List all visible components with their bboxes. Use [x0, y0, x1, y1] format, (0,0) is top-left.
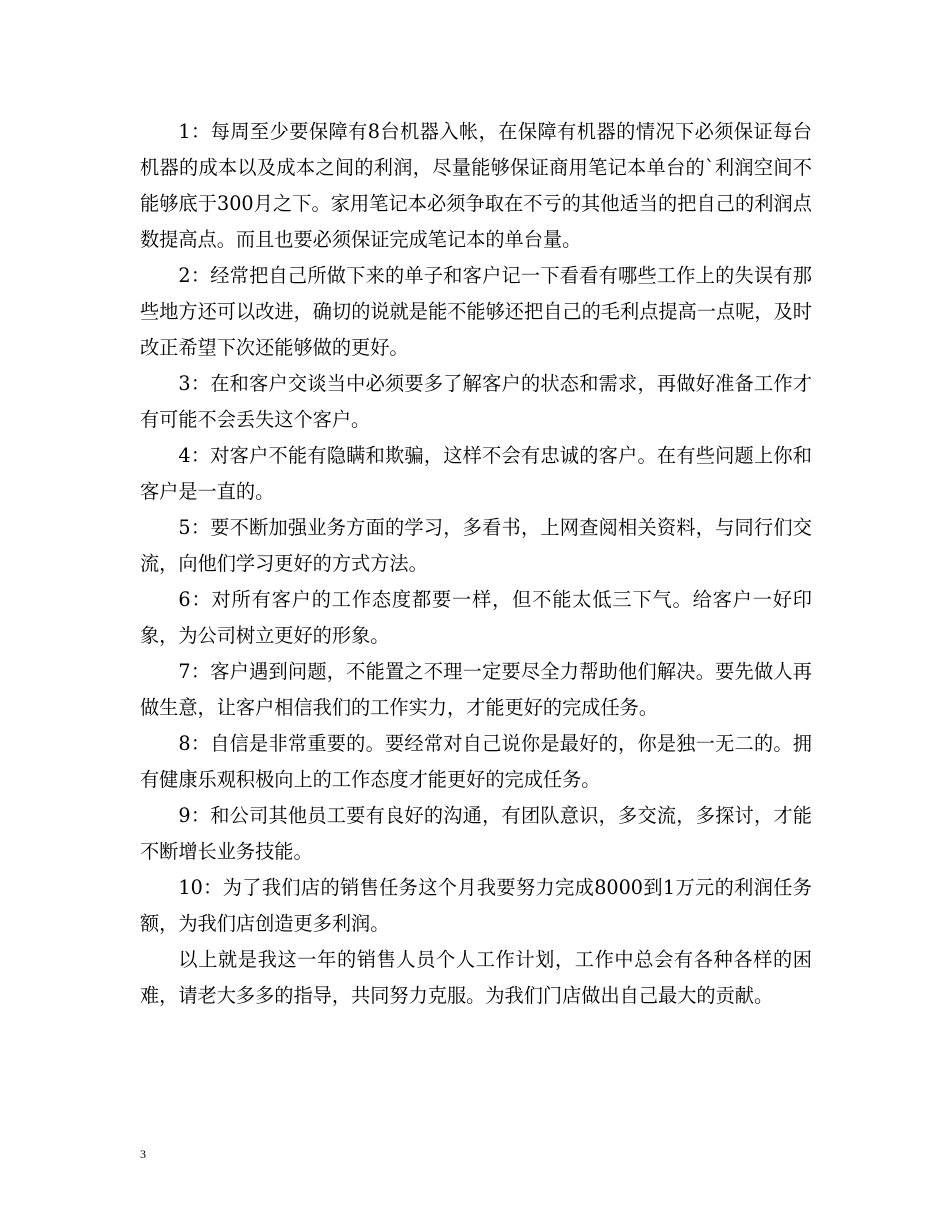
paragraph-10: 10：为了我们店的销售任务这个月我要努力完成8000到1万元的利润任务额，为我们店创造更多利润。	[140, 876, 812, 935]
paragraph-5: 5：要不断加强业务方面的学习，多看书，上网查阅相关资料，与同行们交流，向他们学习更好的方式方法。	[140, 516, 812, 575]
paragraph-3: 3：在和客户交谈当中必须要多了解客户的状态和需求，再做好准备工作才有可能不会丢失这个客户。	[140, 372, 812, 431]
paragraph-9: 9：和公司其他员工要有良好的沟通，有团队意识，多交流，多探讨，才能不断增长业务技能。	[140, 804, 812, 863]
paragraph-7: 7：客户遇到问题，不能置之不理一定要尽全力帮助他们解决。要先做人再做生意，让客户相信我们的工作实力，才能更好的完成任务。	[140, 660, 812, 719]
paragraph-2: 2：经常把自己所做下来的单子和客户记一下看看有哪些工作上的失误有那些地方还可以改进，确切的说就是能不能够还把自己的毛利点提高一点呢，及时改正希望下次还能够做的更好。	[140, 264, 812, 359]
page-number: 3	[140, 1147, 146, 1161]
document-body	[140, 114, 812, 1014]
paragraph-1: 1：每周至少要保障有8台机器入帐，在保障有机器的情况下必须保证每台机器的成本以及成本之间的利润，尽量能够保证商用笔记本单台的`利润空间不能够底于300月之下。家用笔记本必须争取在不亏的其他适当的把自己的利润点数提高点。而且也要必须保证完成笔记本的单台量。	[140, 120, 812, 251]
paragraph-8: 8：自信是非常重要的。要经常对自己说你是最好的，你是独一无二的。拥有健康乐观积极向上的工作态度才能更好的完成任务。	[140, 732, 812, 791]
paragraph-4: 4：对客户不能有隐瞒和欺骗，这样不会有忠诚的客户。在有些问题上你和客户是一直的。	[140, 444, 812, 503]
paragraph-conclusion: 以上就是我这一年的销售人员个人工作计划，工作中总会有各种各样的困难，请老大多多的指导，共同努力克服。为我们门店做出自己最大的贡献。	[140, 948, 812, 1007]
paragraph-6: 6：对所有客户的工作态度都要一样，但不能太低三下气。给客户一好印象，为公司树立更好的形象。	[140, 588, 812, 647]
